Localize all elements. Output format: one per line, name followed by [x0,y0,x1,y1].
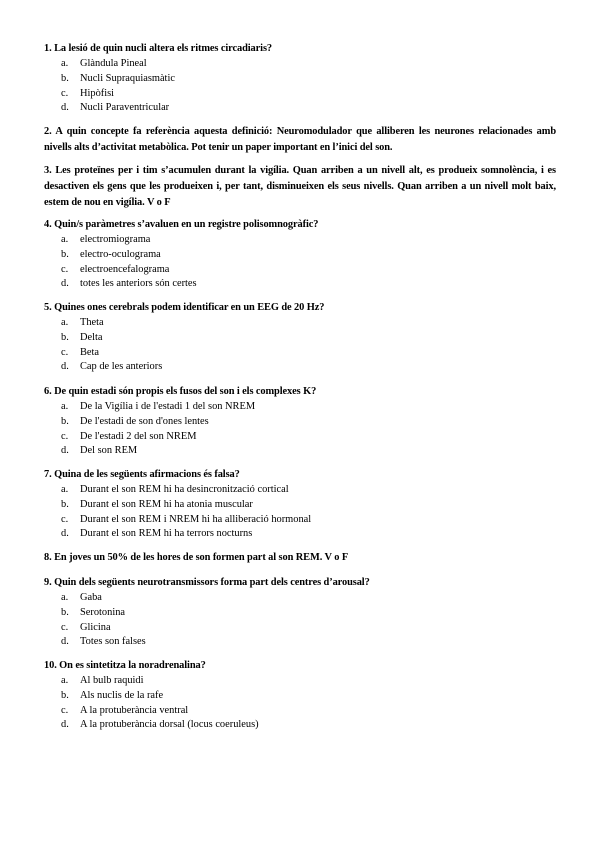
option-b [44,331,556,346]
option-text: electro-oculograma [80,248,161,260]
question-9 [44,575,556,650]
option-text: De l'estadi de son d'ones lentes [80,415,209,427]
question-7 [44,467,556,542]
option-letter: d. [61,102,69,114]
option-letter: c. [61,704,69,716]
option-letter: a. [61,317,69,328]
option-c [44,704,556,719]
option-text: totes les anteriors són certes [80,278,197,290]
option-letter: b. [61,331,69,343]
question-text: 2. A quin concepte fa referència aquesta definició: Neuromodulador que alliberen les neurones relacionades amb nivells alts d’activitat metabòlica. Pot tenir un paper important en l’inici del son. [44,126,556,153]
options-list [44,233,556,292]
option-letter: b. [61,415,69,427]
option-text: Serotonina [80,606,126,618]
option-b [44,689,556,704]
option-letter: a. [61,675,69,686]
option-text: Als nuclis de la rafe [80,689,164,701]
options-list [44,591,556,650]
option-a [44,233,556,248]
question-6 [44,384,556,459]
option-letter: b. [61,72,69,84]
option-letter: d. [61,445,69,457]
option-text: Durant el son REM hi ha desincronització cortical [80,484,289,495]
option-a [44,591,556,606]
option-letter: a. [61,58,69,69]
option-text: Durant el son REM hi ha atonia muscular [80,498,253,510]
option-letter: b. [61,498,69,510]
option-b [44,606,556,621]
option-letter: c. [61,87,69,99]
option-a [44,316,556,331]
question-text: 9. Quin dels següents neurotransmissors forma part dels centres d’arousal? [44,577,370,588]
question-text: 7. Quina de les següents afirmacions és falsa? [44,469,240,480]
question-3 [44,163,556,211]
option-d [44,277,556,292]
option-letter: d. [61,528,69,540]
option-c [44,430,556,445]
option-c [44,87,556,102]
option-c [44,263,556,278]
option-letter: a. [61,234,69,245]
option-letter: c. [61,621,69,633]
option-letter: c. [61,263,69,275]
question-1 [44,41,556,116]
option-c [44,621,556,636]
option-letter: a. [61,592,69,603]
option-c [44,513,556,528]
options-list [44,316,556,375]
option-letter: c. [61,346,69,358]
option-letter: d. [61,278,69,290]
option-letter: a. [61,484,69,495]
option-text: Cap de les anteriors [80,361,163,373]
option-text: Gaba [80,592,102,603]
option-text: Glicina [80,621,111,633]
option-text: Durant el son REM hi ha terrors nocturns [80,528,253,540]
question-text: 6. De quin estadi són propis els fusos del son i els complexes K? [44,386,317,397]
option-b [44,498,556,513]
question-text: 4. Quin/s paràmetres s’avaluen en un registre polisomnogràfic? [44,219,319,230]
option-text: Delta [80,331,103,343]
option-text: Durant el son REM i NREM hi ha alliberació hormonal [80,513,312,525]
option-letter: d. [61,719,69,731]
options-list [44,57,556,116]
question-4 [44,217,556,292]
question-text: 8. En joves un 50% de les hores de son formen part al son REM. V o F [44,552,349,563]
option-d [44,444,556,459]
option-text: A la protuberància ventral [80,704,189,716]
option-text: De la Vigília i de l'estadi 1 del son NREM [80,401,256,412]
option-text: electromiograma [80,234,151,245]
question-2 [44,124,556,156]
option-a [44,400,556,415]
option-b [44,415,556,430]
option-text: Al bulb raquidi [80,675,144,686]
option-letter: b. [61,689,69,701]
option-text: Hipòfisi [80,87,115,99]
option-b [44,72,556,87]
option-a [44,57,556,72]
option-text: Totes son falses [80,636,146,648]
option-b [44,248,556,263]
options-list [44,400,556,459]
question-text: 5. Quines ones cerebrals podem identificar en un EEG de 20 Hz? [44,302,325,313]
option-letter: b. [61,606,69,618]
options-list [44,483,556,542]
question-8 [44,550,556,566]
option-d [44,635,556,650]
option-text: Beta [80,346,100,358]
option-letter: b. [61,248,69,260]
question-text: 1. La lesió de quin nucli altera els ritmes circadiaris? [44,43,272,54]
option-text: Theta [80,317,104,328]
options-list [44,674,556,733]
question-5 [44,300,556,375]
option-text: electroencefalograma [80,263,170,275]
option-d [44,360,556,375]
question-text: 10. On es sintetitza la noradrenalina? [44,660,206,671]
option-letter: c. [61,513,69,525]
option-c [44,346,556,361]
option-text: De l'estadi 2 del son NREM [80,430,197,442]
option-letter: d. [61,636,69,648]
option-letter: a. [61,401,69,412]
option-a [44,674,556,689]
question-10 [44,658,556,733]
option-d [44,718,556,733]
option-letter: d. [61,361,69,373]
option-d [44,101,556,116]
option-a [44,483,556,498]
option-text: Del son REM [80,445,138,457]
option-text: A la protuberància dorsal (locus coeruleus) [80,719,259,731]
option-d [44,527,556,542]
option-text: Nucli Supraquiasmàtic [80,72,175,84]
option-letter: c. [61,430,69,442]
option-text: Glàndula Pineal [80,58,147,69]
question-text: 3. Les proteïnes per i tim s’acumulen durant la vigília. Quan arriben a un nivell alt, es produeix somnolència, i es desactiven els gens que les produeixen i, per tant, disminueixen els seus nivells. Quan arriben a un nivell molt baix, estem de nou en vigília. V o F [44,165,556,208]
option-text: Nucli Paraventricular [80,102,170,114]
